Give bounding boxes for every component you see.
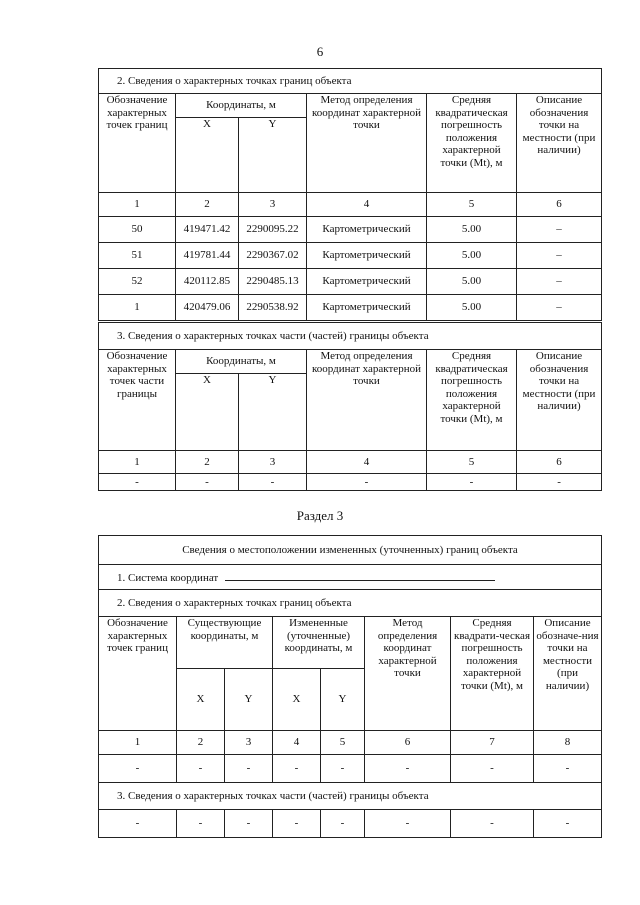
column-numbers-row [99,451,602,474]
col-number: 1 [99,193,176,217]
accuracy: 5.00 [427,269,517,295]
section-heading: Раздел 3 [296,508,344,523]
description: – [517,295,602,321]
coord-system-blank [225,570,495,581]
header-y: Y [239,374,307,451]
empty-cell: - [321,810,365,838]
header-existing-coords: Существующие координаты, м [177,617,273,669]
col-number: 2 [177,731,225,755]
header-accuracy: Средняя квадратическая погрешность положения характерной точки (Mt), м [427,350,517,451]
accuracy: 5.00 [427,295,517,321]
header-y: Y [321,669,365,731]
col-number: 7 [451,731,534,755]
table-row [99,217,602,243]
empty-cell: - [517,474,602,491]
header-method: Метод определения координат характерной точки [365,617,451,731]
empty-cell: - [176,474,239,491]
col-number: 1 [99,731,177,755]
empty-cell: - [427,474,517,491]
col-number: 3 [239,451,307,474]
coord-y: 2290538.92 [239,295,307,321]
empty-cell: - [273,810,321,838]
col-number: 2 [176,193,239,217]
coord-x: 419471.42 [176,217,239,243]
col-number: 3 [239,193,307,217]
empty-cell: - [273,755,321,783]
header-method: Метод определения координат характерной точки [307,94,427,193]
col-number: 8 [534,731,602,755]
header-y: Y [239,118,307,193]
changed-boundaries-table [98,535,602,838]
accuracy: 5.00 [427,243,517,269]
description: – [517,269,602,295]
header-x: X [176,118,239,193]
header-coordinates: Координаты, м [176,94,307,118]
header-description: Описание обозначения точки на местности (при наличии) [517,94,602,193]
col-number: 6 [365,731,451,755]
empty-cell: - [99,810,177,838]
table-title: 2. Сведения о характерных точках границ объекта [99,69,602,94]
col-number: 6 [517,193,602,217]
empty-cell: - [177,755,225,783]
header-designation: Обозначение характерных точек границ [99,617,177,731]
col-number: 4 [307,193,427,217]
empty-cell: - [365,755,451,783]
column-numbers-row [99,731,602,755]
empty-cell: - [451,755,534,783]
header-accuracy: Средняя квадратическая погрешность положения характерной точки (Mt), м [427,94,517,193]
table-row [99,474,602,491]
table-row [99,755,602,783]
description: – [517,217,602,243]
col-number: 5 [321,731,365,755]
coord-y: 2290095.22 [239,217,307,243]
header-description: Описание обозначе-ния точки на местности (при наличии) [534,617,602,731]
description: – [517,243,602,269]
col-number: 6 [517,451,602,474]
empty-cell: - [225,810,273,838]
table-title: 3. Сведения о характерных точках части (частей) границы объекта [99,323,602,350]
table-subtitle: 2. Сведения о характерных точках границ объекта [99,590,602,617]
col-number: 4 [273,731,321,755]
col-number: 1 [99,451,176,474]
empty-cell: - [99,474,176,491]
coord-y: 2290485.13 [239,269,307,295]
col-number: 5 [427,193,517,217]
coord-y: 2290367.02 [239,243,307,269]
header-coordinates: Координаты, м [176,350,307,374]
empty-cell: - [307,474,427,491]
point-id: 51 [99,243,176,269]
table-row [99,243,602,269]
point-id: 52 [99,269,176,295]
point-id: 1 [99,295,176,321]
table-row [99,269,602,295]
header-x: X [177,669,225,731]
header-description: Описание обозначения точки на местности (при наличии) [517,350,602,451]
table-title: Сведения о местоположении измененных (уточненных) границ объекта [99,536,602,565]
table-row [99,295,602,321]
boundary-points-table [98,68,602,321]
empty-cell: - [239,474,307,491]
coord-x: 420479.06 [176,295,239,321]
coord-system-label: 1. Система координат [117,571,219,584]
point-id: 50 [99,217,176,243]
table-row [99,810,602,838]
empty-cell: - [177,810,225,838]
col-number: 2 [176,451,239,474]
empty-cell: - [225,755,273,783]
boundary-parts-points-table [98,322,602,491]
empty-cell: - [321,755,365,783]
page-number: 6 [316,44,324,59]
empty-cell: - [451,810,534,838]
accuracy: 5.00 [427,217,517,243]
header-x: X [273,669,321,731]
empty-cell: - [365,810,451,838]
empty-cell: - [534,810,602,838]
parts-title: 3. Сведения о характерных точках части (частей) границы объекта [99,783,602,810]
empty-cell: - [534,755,602,783]
header-accuracy: Средняя квадрати-ческая погрешность положения характерной точки (Mt), м [451,617,534,731]
header-method: Метод определения координат характерной точки [307,350,427,451]
column-numbers-row [99,193,602,217]
method: Картометрический [307,269,427,295]
header-x: X [176,374,239,451]
method: Картометрический [307,217,427,243]
header-y: Y [225,669,273,731]
coord-x: 419781.44 [176,243,239,269]
header-designation: Обозначение характерных точек части границы [99,350,176,451]
header-designation: Обозначение характерных точек границ [99,94,176,193]
coord-system-line [99,565,602,590]
col-number: 5 [427,451,517,474]
coord-x: 420112.85 [176,269,239,295]
method: Картометрический [307,295,427,321]
header-changed-coords: Измененные (уточненные) координаты, м [273,617,365,669]
method: Картометрический [307,243,427,269]
col-number: 3 [225,731,273,755]
col-number: 4 [307,451,427,474]
empty-cell: - [99,755,177,783]
